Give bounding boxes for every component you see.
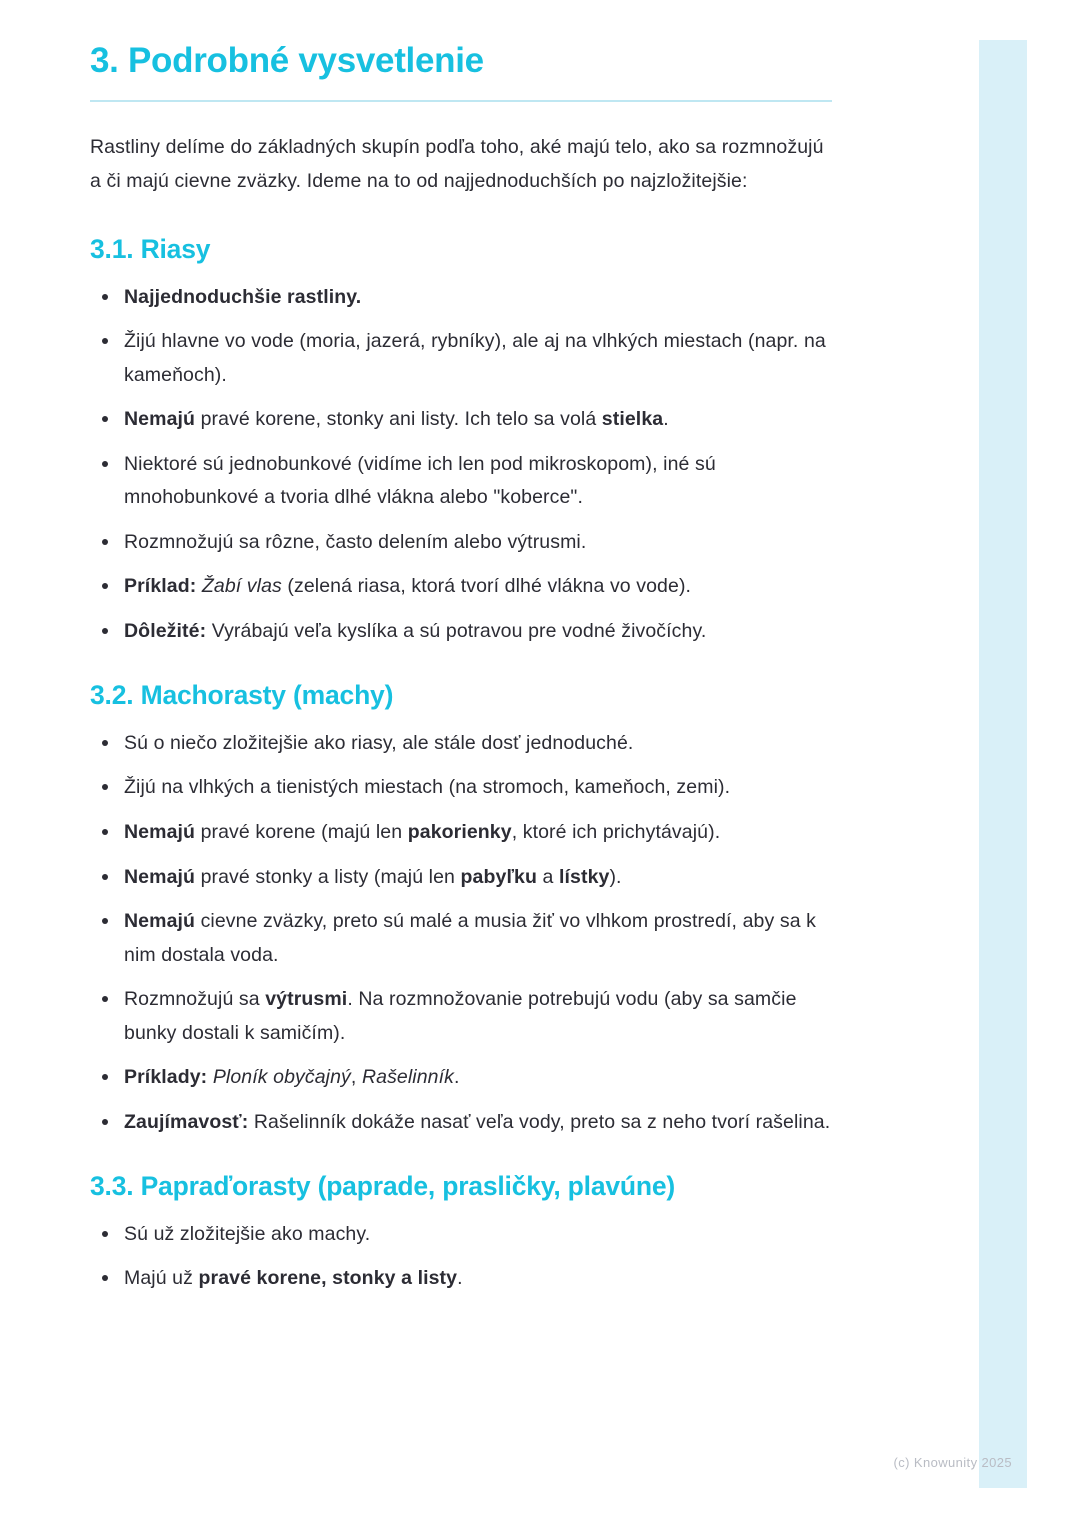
list-item: Žijú hlavne vo vode (moria, jazerá, rybníky), ale aj na vlhkých miestach (napr. na kameňoch). [90, 325, 832, 392]
list-item: Najjednoduchšie rastliny. [90, 281, 832, 315]
list-item: Rozmnožujú sa výtrusmi. Na rozmnožovanie potrebujú vodu (aby sa samčie bunky dostali k samičím). [90, 983, 832, 1050]
list-item: Nemajú pravé stonky a listy (majú len pabyľku a lístky). [90, 861, 832, 895]
list-item: Príklady: Ploník obyčajný, Rašelinník. [90, 1061, 832, 1095]
bullet-list [90, 1218, 832, 1296]
decorative-side-band [979, 40, 1027, 1488]
section-heading: 3.3. Papraďorasty (paprade, prasličky, plavúne) [90, 1171, 676, 1202]
watermark: (c) Knowunity 2025 [893, 1455, 1012, 1470]
list-item: Zaujímavosť: Rašelinník dokáže nasať veľa vody, preto sa z neho tvorí rašelina. [90, 1106, 832, 1140]
page-title: 3. Podrobné vysvetlenie [90, 41, 484, 80]
sections-container [90, 232, 832, 1295]
bullet-list [90, 281, 832, 649]
list-item: Sú o niečo zložitejšie ako riasy, ale stále dosť jednoduché. [90, 727, 832, 761]
title-divider [90, 100, 832, 102]
list-item: Žijú na vlhkých a tienistých miestach (na stromoch, kameňoch, zemi). [90, 771, 832, 805]
list-item: Nemajú cievne zväzky, preto sú malé a musia žiť vo vlhkom prostredí, aby sa k nim dostala voda. [90, 905, 832, 972]
section-heading: 3.1. Riasy [90, 234, 211, 265]
list-item: Rozmnožujú sa rôzne, často delením alebo výtrusmi. [90, 526, 832, 560]
section-heading: 3.2. Machorasty (machy) [90, 680, 394, 711]
document-section [90, 232, 832, 648]
list-item: Nemajú pravé korene (majú len pakorienky, ktoré ich prichytávajú). [90, 816, 832, 850]
list-item: Niektoré sú jednobunkové (vidíme ich len pod mikroskopom), iné sú mnohobunkové a tvoria dlhé vlákna alebo "koberce". [90, 448, 832, 515]
document-section [90, 678, 832, 1139]
list-item: Dôležité: Vyrábajú veľa kyslíka a sú potravou pre vodné živočíchy. [90, 615, 832, 649]
list-item: Nemajú pravé korene, stonky ani listy. Ich telo sa volá stielka. [90, 403, 832, 437]
intro-paragraph: Rastliny delíme do základných skupín podľa toho, aké majú telo, ako sa rozmnožujú a či majú cievne zväzky. Ideme na to od najjednoduchších po najzložitejšie: [90, 136, 824, 193]
bullet-list [90, 727, 832, 1139]
document-content [90, 40, 832, 1326]
list-item: Majú už pravé korene, stonky a listy. [90, 1262, 832, 1296]
list-item: Sú už zložitejšie ako machy. [90, 1218, 832, 1252]
list-item: Príklad: Žabí vlas (zelená riasa, ktorá tvorí dlhé vlákna vo vode). [90, 570, 832, 604]
document-section [90, 1169, 832, 1296]
